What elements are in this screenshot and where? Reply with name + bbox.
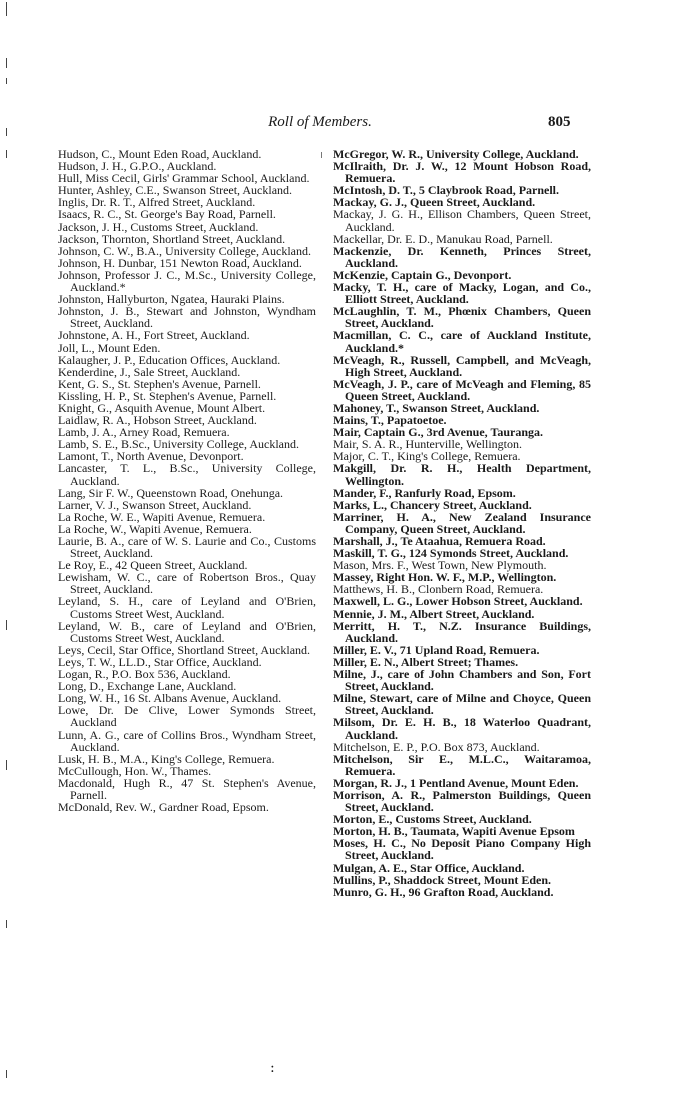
member-entry: Milsom, Dr. E. H. B., 18 Waterloo Quadrant, Auckland. (333, 715, 591, 742)
member-entry: Miller, E. V., 71 Upland Road, Remuera. (333, 642, 540, 657)
member-entry: Laurie, B. A., care of W. S. Laurie and Co., Customs Street, Auckland. (58, 534, 316, 561)
member-entry: Mackay, G. J., Queen Street, Auckland. (333, 195, 536, 210)
member-entry: Johnston, Hallyburton, Ngatea, Hauraki Plains. (58, 292, 285, 307)
member-entry: McVeagh, R., Russell, Campbell, and McVeagh, High Street, Auckland. (333, 352, 591, 379)
member-entry: Mackay, J. G. H., Ellison Chambers, Queen Street, Auckland. (333, 207, 591, 234)
member-entry: Lunn, A. G., care of Collins Bros., Wyndham Street, Auckland. (58, 727, 316, 754)
member-entry: Logan, R., P.O. Box 536, Auckland. (58, 667, 231, 682)
member-entry: Johnson, H. Dunbar, 151 Newton Road, Auckland. (58, 255, 302, 270)
member-entry: Morrison, A. R., Palmerston Buildings, Queen Street, Auckland. (333, 787, 591, 815)
page-edge-marks (3, 0, 11, 1100)
member-entry: Mackellar, Dr. E. D., Manukau Road, Parnell. (333, 231, 553, 246)
member-entry: Mains, T., Papatoetoe. (333, 413, 447, 428)
member-entry: Hunter, Ashley, C.E., Swanson Street, Auckland. (58, 183, 293, 198)
member-entry: McIntosh, D. T., 5 Claybrook Road, Parnell. (333, 183, 560, 198)
footer-mark: : (270, 1060, 275, 1076)
member-entry: McIlraith, Dr. J. W., 12 Mount Hobson Road, Remuera. (333, 159, 591, 186)
member-entry: Munro, G. H., 96 Grafton Road, Auckland. (333, 884, 554, 899)
member-entry: La Roche, W., Wapiti Avenue, Remuera. (58, 521, 252, 536)
member-entry: Joll, L., Mount Eden. (58, 340, 161, 355)
member-entry: McKenzie, Captain G., Devonport. (333, 267, 512, 282)
member-entry: Laidlaw, R. A., Hobson Street, Auckland. (58, 413, 257, 428)
member-entry: Long, W. H., 16 St. Albans Avenue, Auckland. (58, 691, 282, 706)
member-entry: Miller, E. N., Albert Street; Thames. (333, 654, 519, 669)
member-entry: Marks, L., Chancery Street, Auckland. (333, 497, 532, 512)
member-entry: Inglis, Dr. R. T., Alfred Street, Auckland. (58, 195, 256, 210)
member-entry: Long, D., Exchange Lane, Auckland. (58, 679, 237, 694)
member-entry: Morton, E., Customs Street, Auckland. (333, 812, 532, 827)
member-entry: Lamb, S. E., B.Sc., University College, Auckland. (58, 437, 299, 452)
member-entry: Morton, H. B., Taumata, Wapiti Avenue Epsom (333, 824, 575, 839)
member-entry: Massey, Right Hon. W. F., M.P., Wellington. (333, 570, 557, 585)
member-entry: McGregor, W. R., University College, Auckland. (333, 147, 579, 161)
member-entry: Isaacs, R. C., St. George's Bay Road, Parnell. (58, 207, 276, 222)
member-entry: Mitchelson, Sir E., M.L.C., Waitaramoa, Remuera. (333, 751, 591, 778)
member-entry: Knight, G., Asquith Avenue, Mount Albert. (58, 400, 266, 415)
member-entry: Kenderdine, J., Sale Street, Auckland. (58, 364, 241, 379)
member-entry: Mahoney, T., Swanson Street, Auckland. (333, 400, 540, 415)
member-entry: Leys, T. W., LL.D., Star Office, Auckland. (58, 654, 262, 669)
member-entry: Mair, S. A. R., Hunterville, Wellington. (333, 437, 522, 452)
member-entry: La Roche, W. E., Wapiti Avenue, Remuera. (58, 509, 266, 524)
member-entry: Leyland, S. H., care of Leyland and O'Brien, Customs Street West, Auckland. (58, 594, 316, 621)
member-entry: Lamont, T., North Avenue, Devonport. (58, 449, 244, 464)
member-entry: Hudson, J. H., G.P.O., Auckland. (58, 159, 217, 174)
member-entry: Johnson, Professor J. C., M.Sc., University College, Auckland.* (58, 267, 316, 295)
member-entry: Leys, Cecil, Star Office, Shortland Street, Auckland. (58, 642, 311, 657)
member-entry: McDonald, Rev. W., Gardner Road, Epsom. (58, 800, 269, 815)
member-entry: Maskill, T. G., 124 Symonds Street, Auckland. (333, 546, 569, 561)
member-entry: Macmillan, C. C., care of Auckland Institute, Auckland.* (333, 328, 591, 355)
member-entry: Merritt, H. T., N.Z. Insurance Buildings, Auckland. (333, 618, 591, 645)
member-entry: Jackson, Thornton, Shortland Street, Auckland. (58, 231, 286, 246)
member-entry: Le Roy, E., 42 Queen Street, Auckland. (58, 558, 248, 573)
member-entry: Makgill, Dr. R. H., Health Department, Wellington. (333, 461, 591, 488)
member-entry: Mair, Captain G., 3rd Avenue, Tauranga. (333, 425, 544, 440)
member-entry: Johnstone, A. H., Fort Street, Auckland. (58, 328, 250, 343)
member-entry: Hudson, C., Mount Eden Road, Auckland. (58, 147, 262, 161)
member-entry: Johnson, C. W., B.A., University College, Auckland. (58, 243, 311, 258)
right-column (333, 148, 591, 898)
member-entry: Mander, F., Ranfurly Road, Epsom. (333, 485, 516, 500)
member-entry: Johnston, J. B., Stewart and Johnston, Wyndham Street, Auckland. (58, 304, 316, 331)
member-entry: Marshall, J., Te Ataahua, Remuera Road. (333, 534, 546, 548)
member-entry: Major, C. T., King's College, Remuera. (333, 449, 521, 464)
member-entry: Milne, J., care of John Chambers and Son, Fort Street, Auckland. (333, 667, 591, 694)
member-entry: Macky, T. H., care of Macky, Logan, and Co., Elliott Street, Auckland. (333, 280, 591, 307)
member-entry: Lancaster, T. L., B.Sc., University College, Auckland. (58, 461, 316, 488)
member-entry: Mennie, J. M., Albert Street, Auckland. (333, 606, 535, 621)
member-entry: Macdonald, Hugh R., 47 St. Stephen's Avenue, Parnell. (58, 775, 316, 802)
member-entry: Matthews, H. B., Clonbern Road, Remuera. (333, 582, 544, 597)
member-entry: Kissling, H. P., St. Stephen's Avenue, Parnell. (58, 388, 277, 403)
member-entry: Mulgan, A. E., Star Office, Auckland. (333, 860, 525, 875)
member-entry: Kalaugher, J. P., Education Offices, Auckland. (58, 352, 281, 367)
member-entry: Maxwell, L. G., Lower Hobson Street, Auckland. (333, 594, 583, 609)
member-entry: McLaughlin, T. M., Phœnix Chambers, Queen Street, Auckland. (333, 304, 591, 331)
member-entry: Leyland, W. B., care of Leyland and O'Brien, Customs Street West, Auckland. (58, 618, 316, 645)
member-entry: McCullough, Hon. W., Thames. (58, 763, 212, 778)
member-entry: Kent, G. S., St. Stephen's Avenue, Parnell. (58, 376, 261, 391)
member-entry: Lang, Sir F. W., Queenstown Road, Onehunga. (58, 485, 284, 500)
member-entry: Lewisham, W. C., care of Robertson Bros., Quay Street, Auckland. (58, 570, 316, 597)
member-entry: Mason, Mrs. F., West Town, New Plymouth. (333, 558, 547, 573)
member-entry: Jackson, J. H., Customs Street, Auckland. (58, 219, 259, 234)
member-entry: Lusk, H. B., M.A., King's College, Remuera. (58, 751, 275, 766)
member-entry: Mullins, P., Shaddock Street, Mount Eden. (333, 872, 552, 887)
member-entry: Larner, V. J., Swanson Street, Auckland. (58, 497, 252, 512)
member-entry: Lamb, J. A., Arney Road, Remuera. (58, 425, 230, 440)
member-entry: McVeagh, J. P., care of McVeagh and Fleming, 85 Queen Street, Auckland. (333, 376, 591, 403)
member-entry: Milne, Stewart, care of Milne and Choyce, Queen Street, Auckland. (333, 691, 591, 718)
member-entry: Moses, H. C., No Deposit Piano Company High Street, Auckland. (333, 836, 591, 863)
page-number: 805 (548, 114, 571, 130)
member-entry: Marriner, H. A., New Zealand Insurance Company, Queen Street, Auckland. (333, 509, 591, 536)
running-title: Roll of Members. (268, 114, 372, 130)
page-header (0, 114, 681, 136)
member-entry: Mackenzie, Dr. Kenneth, Princes Street, Auckland. (333, 243, 591, 270)
column-divider-mark (321, 152, 322, 158)
member-entry: Lowe, Dr. De Clive, Lower Symonds Street, Auckland (58, 703, 316, 730)
member-entry: Morgan, R. J., 1 Pentland Avenue, Mount Eden. (333, 775, 579, 790)
left-column (58, 148, 316, 813)
member-entry: Mitchelson, E. P., P.O. Box 873, Auckland. (333, 739, 540, 754)
member-entry: Hull, Miss Cecil, Girls' Grammar School, Auckland. (58, 171, 310, 186)
